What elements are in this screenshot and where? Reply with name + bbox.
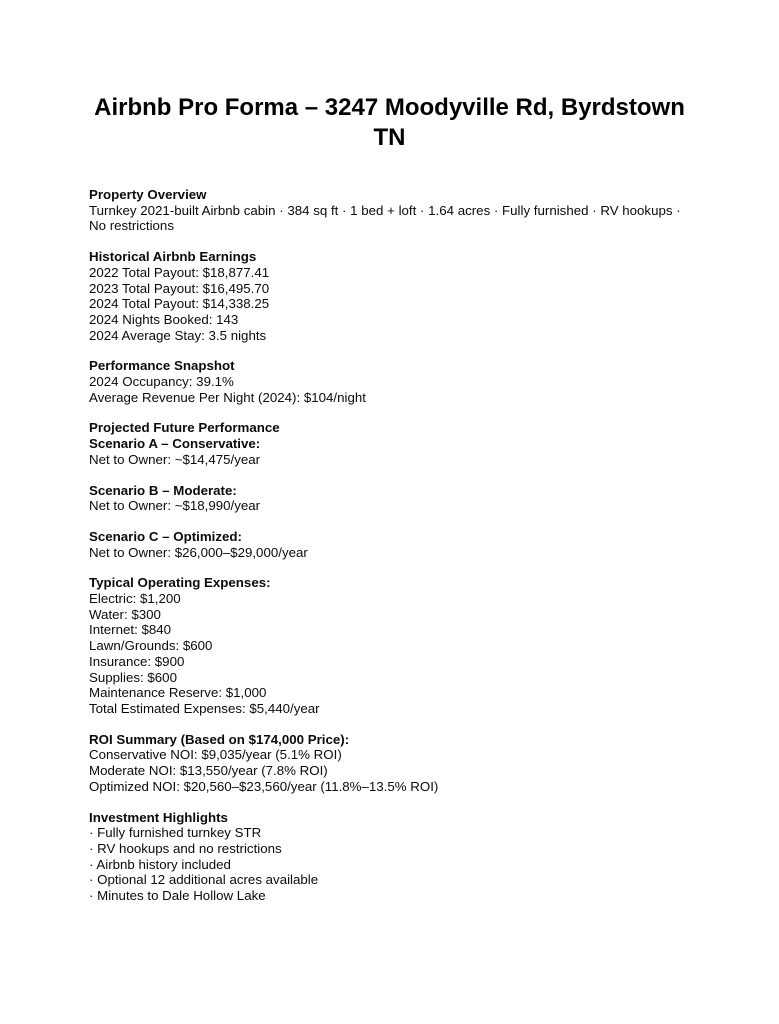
- doc-line: Moderate NOI: $13,550/year (7.8% ROI): [89, 763, 328, 779]
- page-title: [89, 93, 690, 153]
- section-operating-expenses: [89, 575, 690, 716]
- section-roi-summary: [89, 732, 690, 795]
- doc-line: 2022 Total Payout: $18,877.41: [89, 264, 270, 280]
- bullet-line: · Optional 12 additional acres available: [89, 872, 319, 888]
- section-scenario-b: [89, 483, 690, 514]
- section-heading: Projected Future Performance: [89, 420, 280, 436]
- page-title-line-1: Airbnb Pro Forma – 3247 Moodyville Rd, Byrdstown: [94, 94, 685, 121]
- doc-line: 2023 Total Payout: $16,495.70: [89, 280, 270, 296]
- doc-line: 2024 Total Payout: $14,338.25: [89, 296, 270, 312]
- doc-line: Net to Owner: $26,000–$29,000/year: [89, 544, 308, 560]
- page-title-line-2: TN: [373, 124, 406, 151]
- doc-line: Net to Owner: ~$14,475/year: [89, 451, 261, 467]
- section-subheading: Scenario A – Conservative:: [89, 436, 261, 452]
- doc-line: Turnkey 2021-built Airbnb cabin · 384 sq ft · 1 bed + loft · 1.64 acres · Fully furnished · RV hookups · No restrictions: [89, 202, 681, 234]
- section-heading: ROI Summary (Based on $174,000 Price):: [89, 731, 350, 747]
- doc-line: Total Estimated Expenses: $5,440/year: [89, 700, 320, 716]
- doc-line: Supplies: $600: [89, 669, 177, 685]
- section-heading: Property Overview: [89, 187, 207, 202]
- bullet-line: · Airbnb history included: [89, 856, 231, 872]
- doc-line: Average Revenue Per Night (2024): $104/night: [89, 389, 366, 405]
- section-heading: Typical Operating Expenses:: [89, 575, 271, 591]
- doc-line: 2024 Average Stay: 3.5 nights: [89, 327, 267, 343]
- doc-line: Lawn/Grounds: $600: [89, 638, 213, 654]
- section-scenario-c: [89, 529, 690, 560]
- section-property-overview: [89, 187, 690, 234]
- doc-line: Optimized NOI: $20,560–$23,560/year (11.8%–13.5% ROI): [89, 778, 439, 794]
- doc-line: Internet: $840: [89, 622, 172, 638]
- section-heading: Scenario B – Moderate:: [89, 482, 237, 498]
- bullet-line: · RV hookups and no restrictions: [89, 840, 282, 856]
- doc-line: Electric: $1,200: [89, 591, 181, 607]
- section-investment-highlights: [89, 810, 690, 904]
- doc-line: Maintenance Reserve: $1,000: [89, 685, 267, 701]
- doc-line: Insurance: $900: [89, 653, 185, 669]
- section-performance-snapshot: [89, 358, 690, 405]
- doc-line: 2024 Nights Booked: 143: [89, 311, 239, 327]
- section-heading: Investment Highlights: [89, 809, 228, 825]
- doc-line: 2024 Occupancy: 39.1%: [89, 374, 234, 390]
- section-projected-performance: [89, 420, 690, 467]
- doc-line: Net to Owner: ~$18,990/year: [89, 498, 261, 514]
- doc-line: Water: $300: [89, 606, 161, 622]
- section-heading: Performance Snapshot: [89, 358, 235, 374]
- section-heading: Historical Airbnb Earnings: [89, 249, 257, 265]
- section-historical-earnings: [89, 249, 690, 343]
- section-heading: Scenario C – Optimized:: [89, 528, 242, 544]
- bullet-line: · Fully furnished turnkey STR: [89, 825, 262, 841]
- bullet-line: · Minutes to Dale Hollow Lake: [89, 888, 266, 904]
- doc-line: Conservative NOI: $9,035/year (5.1% ROI): [89, 747, 342, 763]
